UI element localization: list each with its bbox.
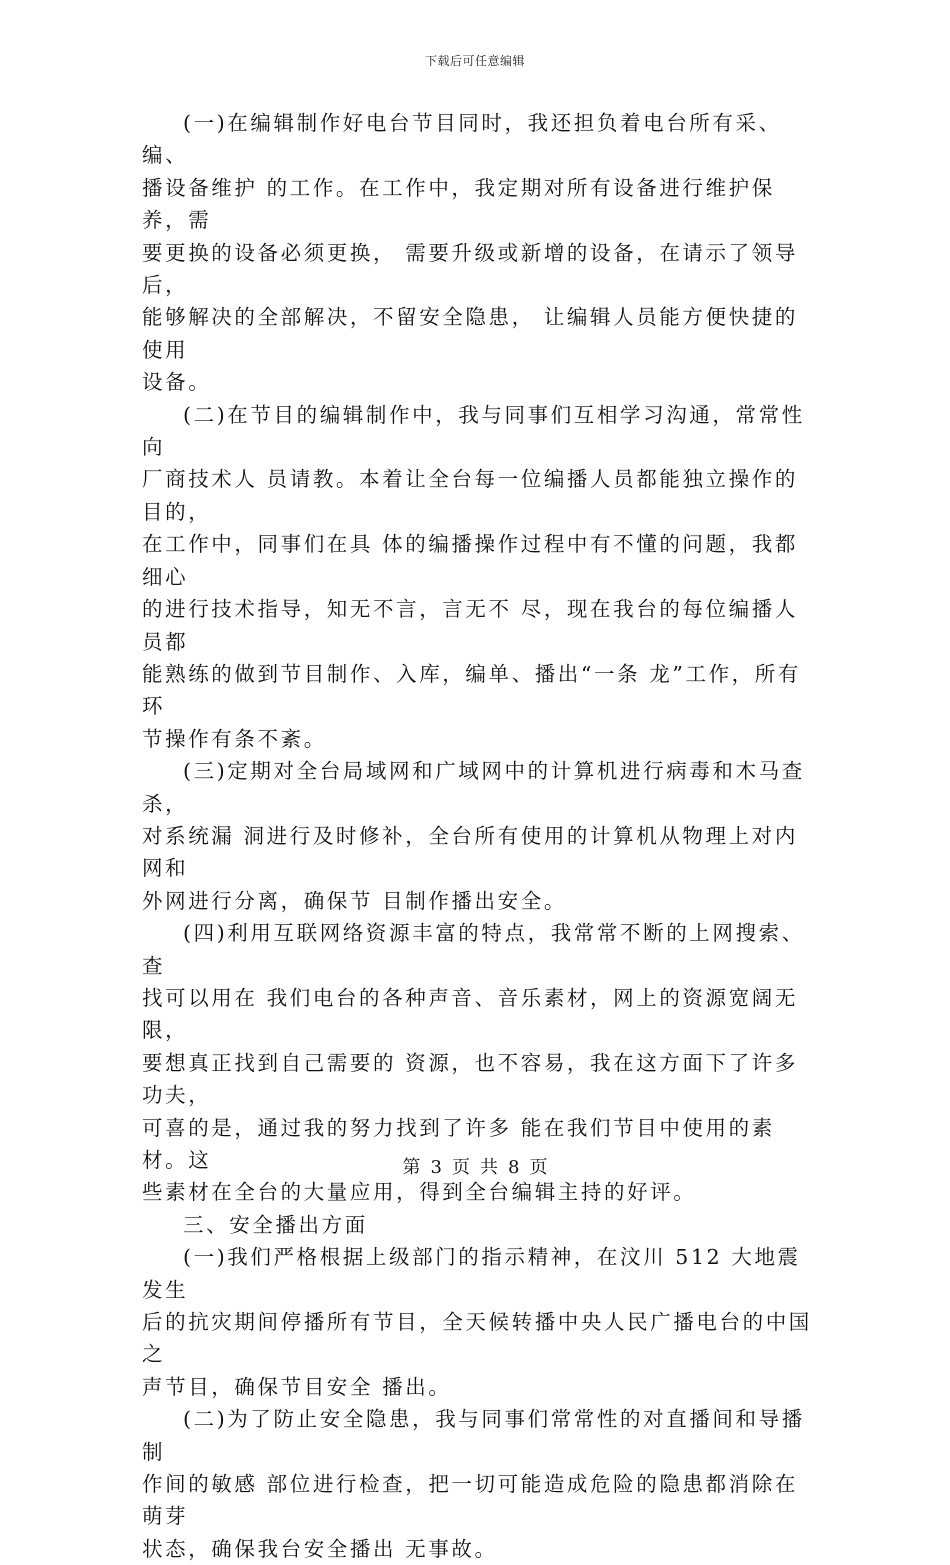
paragraph-safety-inspection: (二)为了防止安全隐患，我与同事们常常性的对直播间和导播制 作间的敏感 部位进行检查，把一切可能造成危险的隐患都消除在萌芽 状态，确保我台安全播出 无事故。	[142, 1407, 805, 1561]
page-footer	[0, 1153, 950, 1179]
paragraph-virus-scanning: (三)定期对全台局域网和广域网中的计算机进行病毒和木马查杀， 对系统漏 洞进行及时修补，全台所有使用的计算机从物理上对内网和 外网进行分离，确保节 目制作播出安全。	[142, 759, 805, 913]
page-header: 下载后可任意编辑	[424, 54, 525, 68]
paragraph-internet-resources: (四)利用互联网络资源丰富的特点，我常常不断的上网搜索、查 找可以用在 我们电台的各种声音、音乐素材，网上的资源宽阔无限， 要想真正找到自己需要的 资源，也不容易，我在这方面下了许多功夫， 可喜的是，通过我的努力找到了许多 能在我们节目中使用的素材。这 些素材在全台的大量应用，得到全台编辑主持的好评。	[142, 921, 805, 1205]
footer-suffix: 页	[529, 1157, 548, 1178]
footer-total-pages: 8	[508, 1157, 520, 1178]
paragraph-earthquake-broadcast: (一)我们严格根据上级部门的指示精神，在汶川 512 大地震发生 后的抗灾期间停播所有节目，全天候转播中央人民广播电台的中国之 声节目，确保节目安全 播出。	[142, 1245, 812, 1399]
paragraph-equipment-maintenance: (一)在编辑制作好电台节目同时，我还担负着电台所有采、编、 播设备维护 的工作。在工作中，我定期对所有设备进行维护保养，需 要更换的设备必须更换， 需要升级或新增的设备，在请示了领导后， 能够解决的全部解决，不留安全隐患， 让编辑人员能方便快捷的使用 设备。	[142, 111, 798, 395]
footer-prefix: 第	[402, 1157, 421, 1178]
paragraph-technical-guidance: (二)在节目的编辑制作中，我与同事们互相学习沟通，常常性向 厂商技术人 员请教。本着让全台每一位编播人员都能独立操作的目的， 在工作中，同事们在具 体的编播操作过程中有不懂的问题，我都细心 的进行技术指导，知无不言，言无不 尽，现在我台的每位编播人员都 能熟练的做到节目制作、入库，编单、播出“一条 龙”工作，所有环 节操作有条不紊。	[142, 402, 805, 751]
footer-current-page: 3	[430, 1157, 442, 1178]
footer-total-word: 共	[480, 1157, 498, 1178]
footer-page-word: 页	[452, 1157, 470, 1178]
section-heading-safe-broadcast: 三、安全播出方面	[183, 1212, 368, 1237]
document-body	[142, 107, 812, 1565]
